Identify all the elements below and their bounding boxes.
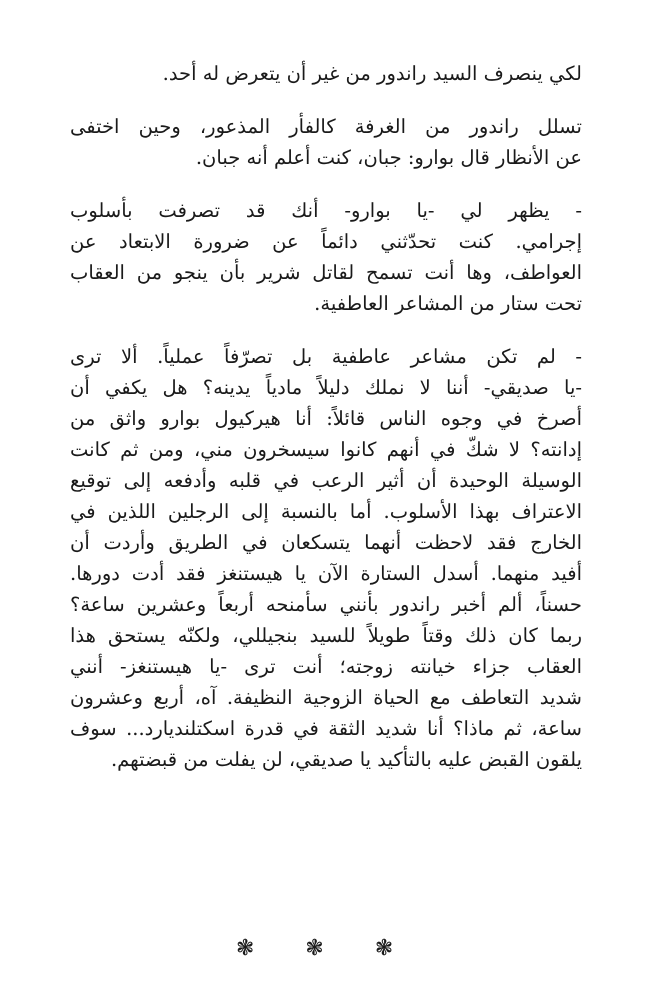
text-line: ساعة، ثم ماذا؟ أنا شديد الثقة في قدرة اسكتلنديارد... سوف [70, 717, 582, 740]
text-line: إدانته؟ لا شكّ في أنهم كانوا سيسخرون مني، ومن ثم كانت [70, 438, 582, 461]
text-line: تحت ستار من المشاعر العاطفية. [314, 292, 582, 315]
document-page [70, 58, 582, 791]
text-line: حسناً، ألم أخبر راندور بأنني سأمنحه أربعاً وعشرين ساعة؟ [70, 593, 582, 616]
text-line: لكي ينصرف السيد راندور من غير أن يتعرض له أحد. [162, 62, 582, 85]
text-line: أصرخ في وجوه الناس قائلاً: أنا هيركيول بوارو واثق من [70, 407, 582, 430]
paragraph-3 [70, 195, 582, 319]
text-line: الخارج فقد لاحظت أنهما يتسكعان في الطريق وأردت أن [70, 531, 582, 554]
text-line: - لم تكن مشاعر عاطفية بل تصرّفاً عملياً. ألا ترى [70, 345, 582, 368]
paragraph-2 [70, 111, 582, 173]
section-separator: ❃ ❃ ❃ [235, 936, 416, 961]
text-line: إجرامي. كنت تحدّثني دائماً عن ضرورة الابتعاد عن [70, 230, 582, 253]
text-line: يلقون القبض عليه بالتأكيد يا صديقي، لن يفلت من قبضتهم. [110, 748, 582, 771]
text-line: تسلل راندور من الغرفة كالفأر المذعور، وحين اختفى [70, 115, 582, 138]
text-line: ربما كان ذلك وقتاً طويلاً للسيد بنجيللي، ولكنّه يستحق هذا [70, 624, 582, 647]
text-line: أفيد منهما. أسدل الستارة الآن يا هيستنغز فقد أدت دورها. [70, 562, 582, 585]
text-line: العقاب جزاء خيانته زوجته؛ أنت ترى -يا هيستنغز- أنني [70, 655, 582, 678]
text-line: - يظهر لي -يا بوارو- أنك قد تصرفت بأسلوب [70, 199, 582, 222]
paragraph-4 [70, 341, 582, 775]
text-line: الوسيلة الوحيدة أن أثير الرعب في قلبه وأدفعه إلى توقيع [70, 469, 582, 492]
text-line: عن الأنظار قال بوارو: جبان، كنت أعلم أنه جبان. [195, 146, 582, 169]
text-line: الاعتراف بهذا الأسلوب. أما بالنسبة إلى الرجلين اللذين في [70, 500, 582, 523]
paragraph-1 [70, 58, 582, 89]
text-line: العواطف، وها أنت تسمح لقاتل شرير بأن ينجو من العقاب [70, 261, 582, 284]
text-line: -يا صديقي- أننا لا نملك دليلاً مادياً يدينه؟ هل يكفي أن [70, 376, 582, 399]
text-line: شديد التعاطف مع الحياة الزوجية النظيفة. آه، أربع وعشرون [70, 686, 582, 709]
